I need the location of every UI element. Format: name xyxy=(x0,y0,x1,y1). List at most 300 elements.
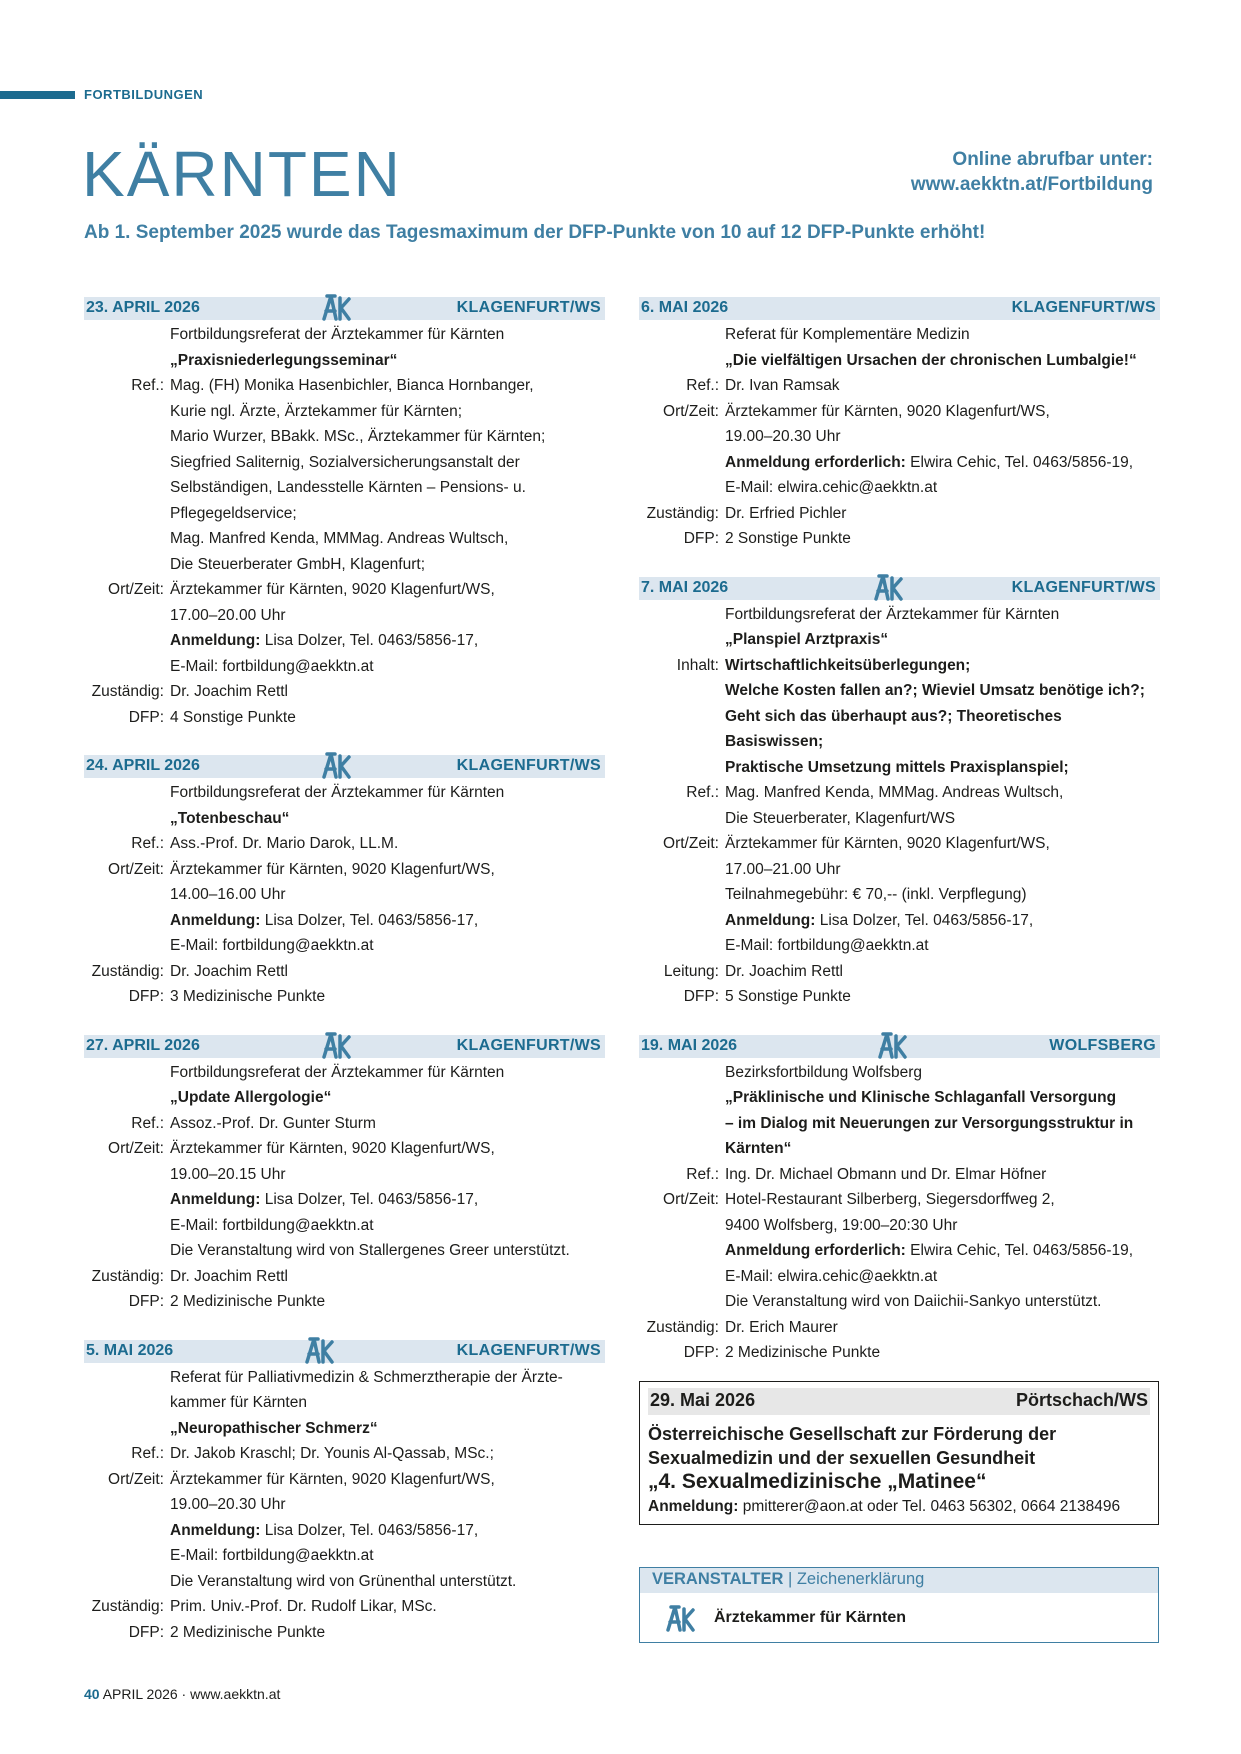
detail-label: Ref.: xyxy=(131,835,164,852)
event-detail-row xyxy=(84,501,605,527)
aek-logo-icon xyxy=(319,294,351,322)
event-detail-row xyxy=(84,1187,605,1213)
boxed-event-header xyxy=(648,1388,1150,1415)
detail-label: Ort/Zeit: xyxy=(108,581,164,598)
detail-label xyxy=(84,552,170,578)
boxed-event-title: „4. Sexualmedizinische „Matinee“ xyxy=(648,1470,987,1493)
detail-value-text: 5 Sonstige Punkte xyxy=(725,988,851,1005)
detail-label xyxy=(84,654,170,680)
event-detail-row xyxy=(639,704,1160,755)
detail-value-text[interactable]: E-Mail: fortbildung@aekktn.at xyxy=(170,1547,374,1564)
detail-value xyxy=(170,1390,605,1416)
detail-label: Ort/Zeit: xyxy=(663,402,719,420)
event-detail-row xyxy=(639,653,1160,679)
detail-value-text: 2 Medizinische Punkte xyxy=(170,1623,326,1641)
detail-value xyxy=(170,1289,605,1315)
event-detail-row xyxy=(84,1390,605,1416)
event-block xyxy=(84,755,605,1010)
event-detail-row xyxy=(639,1264,1160,1290)
page-title: KÄRNTEN xyxy=(82,138,402,210)
detail-label xyxy=(639,1060,725,1086)
event-block xyxy=(639,577,1160,1010)
detail-value-text[interactable]: E-Mail: fortbildung@aekktn.at xyxy=(170,937,374,954)
detail-value xyxy=(725,959,1160,985)
detail-value-text: Mario Wurzer, BBakk. MSc., Ärztekammer für Kärnten; xyxy=(170,428,546,445)
detail-label xyxy=(84,1060,170,1086)
detail-label xyxy=(639,475,725,501)
organizer-line: Sexualmedizin und der sexuellen Gesundheit xyxy=(648,1448,1036,1468)
detail-value-text: Ing. Dr. Michael Obmann und Dr. Elmar Höfner xyxy=(725,1165,1047,1183)
detail-value-prefix: Anmeldung: xyxy=(170,911,261,929)
detail-label: DFP: xyxy=(683,530,719,547)
detail-value-text: Dr. Joachim Rettl xyxy=(170,962,289,980)
detail-value xyxy=(725,1238,1160,1264)
boxed-event-organizer xyxy=(648,1422,1056,1470)
event-detail-row xyxy=(84,1162,605,1188)
detail-value xyxy=(725,806,1160,832)
detail-value-text: Lisa Dolzer, Tel. 0463/5856-17, xyxy=(815,911,1034,929)
detail-value-prefix: Anmeldung: xyxy=(170,1521,261,1539)
detail-value-prefix: Anmeldung: xyxy=(725,911,816,929)
detail-value xyxy=(170,1518,605,1544)
detail-label: Ref.: xyxy=(686,784,719,801)
detail-value xyxy=(170,628,605,654)
detail-label: Inhalt: xyxy=(676,656,719,674)
event-detail-row xyxy=(84,654,605,680)
detail-label: Leitung: xyxy=(663,962,719,980)
detail-value-text: „Planspiel Arztpraxis“ xyxy=(725,631,889,648)
detail-value-text: Ärztekammer für Kärnten, 9020 Klagenfurt/WS, xyxy=(170,581,495,598)
detail-label xyxy=(84,526,170,552)
detail-label xyxy=(639,882,725,908)
detail-value-text: Referat für Komplementäre Medizin xyxy=(725,326,970,343)
detail-value-text: „Die vielfältigen Ursachen der chronischen Lumbalgie!“ xyxy=(725,351,1137,369)
event-detail-row xyxy=(639,933,1160,959)
detail-value-text: Wirtschaftlichkeitsüberlegungen; xyxy=(725,656,971,674)
event-location: KLAGENFURT/WS xyxy=(456,1036,601,1054)
event-detail-row xyxy=(639,857,1160,883)
event-detail-row xyxy=(639,984,1160,1010)
event-detail-row xyxy=(84,475,605,501)
detail-label xyxy=(639,704,725,755)
detail-value-text: Dr. Erfried Pichler xyxy=(725,504,847,522)
event-date: 7. MAI 2026 xyxy=(641,578,729,596)
detail-value xyxy=(170,882,605,908)
detail-value-text: Ärztekammer für Kärnten, 9020 Klagenfurt/WS, xyxy=(170,1470,495,1488)
aek-logo-icon xyxy=(875,1032,907,1060)
event-detail-row xyxy=(639,450,1160,476)
event-location: WOLFSBERG xyxy=(1049,1036,1156,1054)
event-detail-row xyxy=(84,348,605,374)
detail-label xyxy=(639,450,725,476)
event-detail-row xyxy=(84,322,605,348)
event-header xyxy=(639,1035,1160,1058)
detail-value xyxy=(170,806,605,832)
detail-label: DFP: xyxy=(128,1623,164,1641)
detail-value-text: Lisa Dolzer, Tel. 0463/5856-17, xyxy=(260,911,479,929)
detail-value xyxy=(725,1289,1160,1315)
detail-label xyxy=(84,1569,170,1595)
detail-value-text: Hotel-Restaurant Silberberg, Siegersdorffweg 2, xyxy=(725,1191,1055,1208)
detail-value-text: 19.00–20.30 Uhr xyxy=(725,428,841,445)
detail-label xyxy=(639,348,725,374)
event-date: 24. APRIL 2026 xyxy=(86,757,200,774)
aek-logo-icon xyxy=(662,1605,696,1633)
detail-label: Ref.: xyxy=(131,1445,164,1462)
detail-label xyxy=(639,755,725,781)
event-detail-row xyxy=(639,806,1160,832)
detail-label xyxy=(84,603,170,629)
detail-value-text: Die Steuerberater, Klagenfurt/WS xyxy=(725,809,956,827)
detail-value-text: Lisa Dolzer, Tel. 0463/5856-17, xyxy=(260,632,479,649)
event-detail-row xyxy=(84,831,605,857)
detail-label: DFP: xyxy=(128,708,164,726)
event-detail-row xyxy=(84,933,605,959)
detail-value xyxy=(725,1162,1160,1188)
detail-value-text: 17.00–20.00 Uhr xyxy=(170,606,286,624)
detail-label: Zuständig: xyxy=(91,683,164,700)
detail-value-text: Dr. Joachim Rettl xyxy=(725,962,844,980)
event-detail-row xyxy=(639,1162,1160,1188)
detail-value xyxy=(170,1365,605,1391)
detail-value-prefix: Anmeldung: xyxy=(170,1191,261,1208)
event-detail-row xyxy=(639,1289,1160,1315)
event-detail-row xyxy=(84,857,605,883)
detail-value-text: Die Steuerberater GmbH, Klagenfurt; xyxy=(170,555,426,573)
detail-label xyxy=(84,806,170,832)
event-detail-row xyxy=(84,1620,605,1646)
detail-value-text: Pflegegeldservice; xyxy=(170,504,297,522)
detail-label xyxy=(84,1187,170,1213)
detail-value xyxy=(170,1543,605,1569)
detail-label xyxy=(639,678,725,704)
detail-label xyxy=(84,908,170,934)
event-detail-row xyxy=(84,1594,605,1620)
event-detail-row xyxy=(84,1569,605,1595)
detail-label xyxy=(84,1162,170,1188)
event-detail-row xyxy=(639,1060,1160,1086)
boxed-event-registration xyxy=(648,1498,1120,1516)
detail-value xyxy=(170,1187,605,1213)
detail-value-text: 9400 Wolfsberg, 19:00–20:30 Uhr xyxy=(725,1216,958,1234)
detail-label xyxy=(84,450,170,476)
event-detail-row xyxy=(84,1543,605,1569)
aek-logo-icon xyxy=(302,1337,334,1365)
legend-title xyxy=(652,1570,924,1589)
online-url[interactable]: www.aekktn.at/Fortbildung xyxy=(910,174,1153,195)
event-detail-row xyxy=(639,475,1160,501)
event-detail-row xyxy=(84,1238,605,1264)
detail-value xyxy=(170,450,605,476)
boxed-event xyxy=(639,1381,1159,1525)
event-detail-row xyxy=(84,603,605,629)
event-detail-row xyxy=(84,526,605,552)
event-detail-row xyxy=(639,1238,1160,1264)
event-block xyxy=(84,1340,605,1646)
detail-label xyxy=(84,780,170,806)
detail-value xyxy=(725,1264,1160,1290)
right-column xyxy=(639,297,1160,1391)
event-detail-row xyxy=(84,424,605,450)
detail-value xyxy=(170,577,605,603)
detail-value-text: Assoz.-Prof. Dr. Gunter Sturm xyxy=(170,1114,376,1132)
online-info xyxy=(911,147,1153,197)
detail-value xyxy=(725,882,1160,908)
legend-header xyxy=(640,1568,1158,1593)
event-detail-row xyxy=(639,1213,1160,1239)
detail-value xyxy=(170,959,605,985)
detail-value-text[interactable]: E-Mail: fortbildung@aekktn.at xyxy=(725,937,929,954)
detail-value xyxy=(725,1111,1160,1137)
event-detail-row xyxy=(84,984,605,1010)
detail-value xyxy=(170,501,605,527)
event-date: 5. MAI 2026 xyxy=(86,1341,174,1359)
aek-logo-icon xyxy=(319,1032,351,1060)
event-detail-row xyxy=(84,1518,605,1544)
detail-value xyxy=(725,653,1160,679)
detail-value-text: Kurie ngl. Ärzte, Ärztekammer für Kärnten; xyxy=(170,402,463,420)
detail-value xyxy=(170,475,605,501)
detail-label: Ort/Zeit: xyxy=(663,1191,719,1208)
event-date: 6. MAI 2026 xyxy=(641,299,729,316)
event-block xyxy=(639,1035,1160,1366)
detail-value xyxy=(170,1136,605,1162)
event-detail-row xyxy=(639,678,1160,704)
detail-value xyxy=(725,602,1160,628)
event-block xyxy=(84,1035,605,1315)
event-detail-row xyxy=(84,908,605,934)
detail-value-prefix: Anmeldung: xyxy=(170,632,261,649)
detail-value xyxy=(170,1416,605,1442)
event-detail-row xyxy=(84,1492,605,1518)
detail-value-text: Ärztekammer für Kärnten, 9020 Klagenfurt/WS, xyxy=(725,835,1050,852)
event-detail-row xyxy=(639,780,1160,806)
detail-value xyxy=(725,831,1160,857)
detail-value xyxy=(170,1492,605,1518)
event-detail-row xyxy=(639,373,1160,399)
detail-value xyxy=(725,373,1160,399)
event-detail-row xyxy=(639,959,1160,985)
event-detail-row xyxy=(639,602,1160,628)
detail-label xyxy=(639,1289,725,1315)
event-detail-row xyxy=(84,1289,605,1315)
accent-bar xyxy=(0,91,75,99)
event-detail-row xyxy=(639,424,1160,450)
left-column xyxy=(84,297,605,1670)
detail-value-text: 2 Sonstige Punkte xyxy=(725,530,851,547)
detail-value xyxy=(170,1238,605,1264)
detail-value-text: Prim. Univ.-Prof. Dr. Rudolf Likar, MSc. xyxy=(170,1598,437,1615)
detail-label xyxy=(84,628,170,654)
event-detail-row xyxy=(639,1340,1160,1366)
detail-label xyxy=(639,1085,725,1111)
detail-label xyxy=(639,1111,725,1137)
detail-value-text: „Totenbeschau“ xyxy=(170,809,290,827)
page-number: 40 xyxy=(84,1686,100,1702)
aek-logo-icon xyxy=(871,574,903,602)
detail-label xyxy=(84,475,170,501)
detail-value xyxy=(725,475,1160,501)
detail-label: Zuständig: xyxy=(91,1598,164,1615)
event-detail-row xyxy=(84,780,605,806)
detail-label: Ort/Zeit: xyxy=(108,1140,164,1157)
detail-label xyxy=(84,424,170,450)
event-detail-row xyxy=(84,1213,605,1239)
event-detail-row xyxy=(84,373,605,399)
boxed-event-date: 29. Mai 2026 xyxy=(650,1390,756,1410)
detail-label xyxy=(84,348,170,374)
detail-label xyxy=(84,399,170,425)
detail-label xyxy=(639,908,725,934)
event-detail-row xyxy=(639,1187,1160,1213)
detail-value-text: Fortbildungsreferat der Ärztekammer für Kärnten xyxy=(170,326,505,343)
event-detail-row xyxy=(639,501,1160,527)
detail-label xyxy=(84,1518,170,1544)
section-tag: FORTBILDUNGEN xyxy=(84,87,204,102)
detail-label: Zuständig: xyxy=(646,1318,719,1336)
detail-value xyxy=(725,933,1160,959)
event-detail-row xyxy=(639,348,1160,374)
detail-value-text: Die Veranstaltung wird von Stallergenes Greer unterstützt. xyxy=(170,1242,570,1259)
detail-value xyxy=(170,348,605,374)
detail-value-text: Dr. Ivan Ramsak xyxy=(725,377,840,394)
detail-value xyxy=(170,399,605,425)
legend-entry: Ärztekammer für Kärnten xyxy=(714,1609,907,1626)
event-detail-row xyxy=(84,1264,605,1290)
event-detail-row xyxy=(84,1136,605,1162)
detail-value xyxy=(725,1340,1160,1366)
detail-value-text: Lisa Dolzer, Tel. 0463/5856-17, xyxy=(260,1191,479,1208)
event-detail-row xyxy=(84,882,605,908)
detail-value-text: Siegfried Saliternig, Sozialversicherungsanstalt der xyxy=(170,453,520,471)
detail-value-text: Elwira Cehic, Tel. 0463/5856-19, xyxy=(905,1242,1134,1259)
event-location: KLAGENFURT/WS xyxy=(1011,299,1156,316)
detail-label xyxy=(84,1390,170,1416)
detail-value xyxy=(725,1085,1160,1111)
detail-value xyxy=(725,627,1160,653)
event-detail-row xyxy=(639,1085,1160,1111)
event-header xyxy=(84,1035,605,1058)
detail-value-text: Dr. Jakob Kraschl; Dr. Younis Al-Qassab, MSc.; xyxy=(170,1445,494,1462)
detail-value xyxy=(725,501,1160,527)
detail-value-text: Dr. Erich Maurer xyxy=(725,1318,838,1336)
event-location: KLAGENFURT/WS xyxy=(456,299,601,316)
detail-value-text[interactable]: E-Mail: elwira.cehic@aekktn.at xyxy=(725,479,938,496)
event-detail-row xyxy=(84,1111,605,1137)
detail-label xyxy=(639,1238,725,1264)
online-label: Online abrufbar unter: xyxy=(952,149,1153,170)
detail-label xyxy=(84,1213,170,1239)
event-detail-row xyxy=(84,1060,605,1086)
detail-value-text: – im Dialog mit Neuerungen zur Versorgungsstruktur in xyxy=(725,1114,1134,1132)
event-detail-row xyxy=(639,1136,1160,1162)
page-footer xyxy=(84,1686,280,1702)
detail-label xyxy=(639,424,725,450)
detail-value-text: Die Veranstaltung wird von Daiichii-Sankyo unterstützt. xyxy=(725,1293,1102,1310)
event-detail-row xyxy=(84,806,605,832)
detail-label: Ort/Zeit: xyxy=(108,1470,164,1488)
registration-label: Anmeldung: xyxy=(648,1498,739,1515)
detail-value-text: Fortbildungsreferat der Ärztekammer für Kärnten xyxy=(725,605,1060,623)
event-location: KLAGENFURT/WS xyxy=(456,757,601,774)
event-header xyxy=(84,1340,605,1363)
event-detail-row xyxy=(639,1111,1160,1137)
event-detail-row xyxy=(639,627,1160,653)
legend-title-bold: VERANSTALTER xyxy=(652,1570,784,1588)
detail-value-prefix: Anmeldung erforderlich: xyxy=(725,1242,906,1259)
detail-value-text: Dr. Joachim Rettl xyxy=(170,1267,289,1285)
event-location: KLAGENFURT/WS xyxy=(456,1341,601,1359)
detail-value xyxy=(170,552,605,578)
detail-value xyxy=(170,831,605,857)
detail-value xyxy=(170,933,605,959)
detail-value xyxy=(170,857,605,883)
detail-value-text: Fortbildungsreferat der Ärztekammer für Kärnten xyxy=(170,1063,505,1081)
detail-value-text[interactable]: E-Mail: fortbildung@aekktn.at xyxy=(170,657,374,675)
detail-value xyxy=(170,1467,605,1493)
detail-value-text: 19.00–20.30 Uhr xyxy=(170,1496,286,1513)
detail-value-text: Elwira Cehic, Tel. 0463/5856-19, xyxy=(905,453,1134,471)
detail-label xyxy=(84,933,170,959)
detail-label xyxy=(639,627,725,653)
event-detail-row xyxy=(84,628,605,654)
detail-value-text: 2 Medizinische Punkte xyxy=(170,1293,326,1310)
detail-label: Zuständig: xyxy=(91,1267,164,1285)
event-detail-row xyxy=(84,705,605,731)
detail-label: DFP: xyxy=(683,988,719,1005)
event-date: 27. APRIL 2026 xyxy=(86,1036,200,1054)
detail-value xyxy=(170,424,605,450)
registration-contact[interactable]: pmitterer@aon.at oder Tel. 0463 56302, 0664 2138496 xyxy=(738,1498,1121,1515)
detail-value-text: Ärztekammer für Kärnten, 9020 Klagenfurt/WS, xyxy=(170,1140,495,1157)
detail-value xyxy=(725,526,1160,552)
event-header xyxy=(84,297,605,320)
detail-value xyxy=(170,908,605,934)
detail-label: Zuständig: xyxy=(91,962,164,980)
detail-label: DFP: xyxy=(128,988,164,1005)
detail-label: Zuständig: xyxy=(646,504,719,522)
detail-label xyxy=(84,1238,170,1264)
event-detail-row xyxy=(639,882,1160,908)
detail-value-prefix: Anmeldung erforderlich: xyxy=(725,453,906,471)
detail-value xyxy=(725,755,1160,781)
detail-value xyxy=(170,984,605,1010)
detail-value-text[interactable]: E-Mail: fortbildung@aekktn.at xyxy=(170,1216,374,1234)
detail-value-text: kammer für Kärnten xyxy=(170,1394,307,1411)
detail-value-text[interactable]: E-Mail: elwira.cehic@aekktn.at xyxy=(725,1267,938,1285)
detail-value-text: Kärnten“ xyxy=(725,1140,792,1157)
boxed-event-location: Pörtschach/WS xyxy=(1015,1390,1148,1410)
detail-value xyxy=(725,399,1160,425)
event-detail-row xyxy=(639,1315,1160,1341)
detail-value xyxy=(725,1060,1160,1086)
detail-label xyxy=(84,1416,170,1442)
detail-value xyxy=(170,603,605,629)
detail-label xyxy=(84,501,170,527)
detail-value xyxy=(725,908,1160,934)
event-detail-row xyxy=(84,577,605,603)
aek-logo-icon xyxy=(319,752,351,780)
detail-value xyxy=(170,373,605,399)
detail-value-text: 17.00–21.00 Uhr xyxy=(725,860,841,878)
organizer-line: Österreichische Gesellschaft zur Förderung der xyxy=(648,1424,1057,1444)
event-detail-row xyxy=(84,1416,605,1442)
detail-label: Ref.: xyxy=(686,1165,719,1183)
event-block xyxy=(84,297,605,730)
detail-value-text: Praktische Umsetzung mittels Praxisplanspiel; xyxy=(725,758,1069,776)
event-detail-row xyxy=(84,1085,605,1111)
detail-value-text: 19.00–20.15 Uhr xyxy=(170,1165,286,1183)
